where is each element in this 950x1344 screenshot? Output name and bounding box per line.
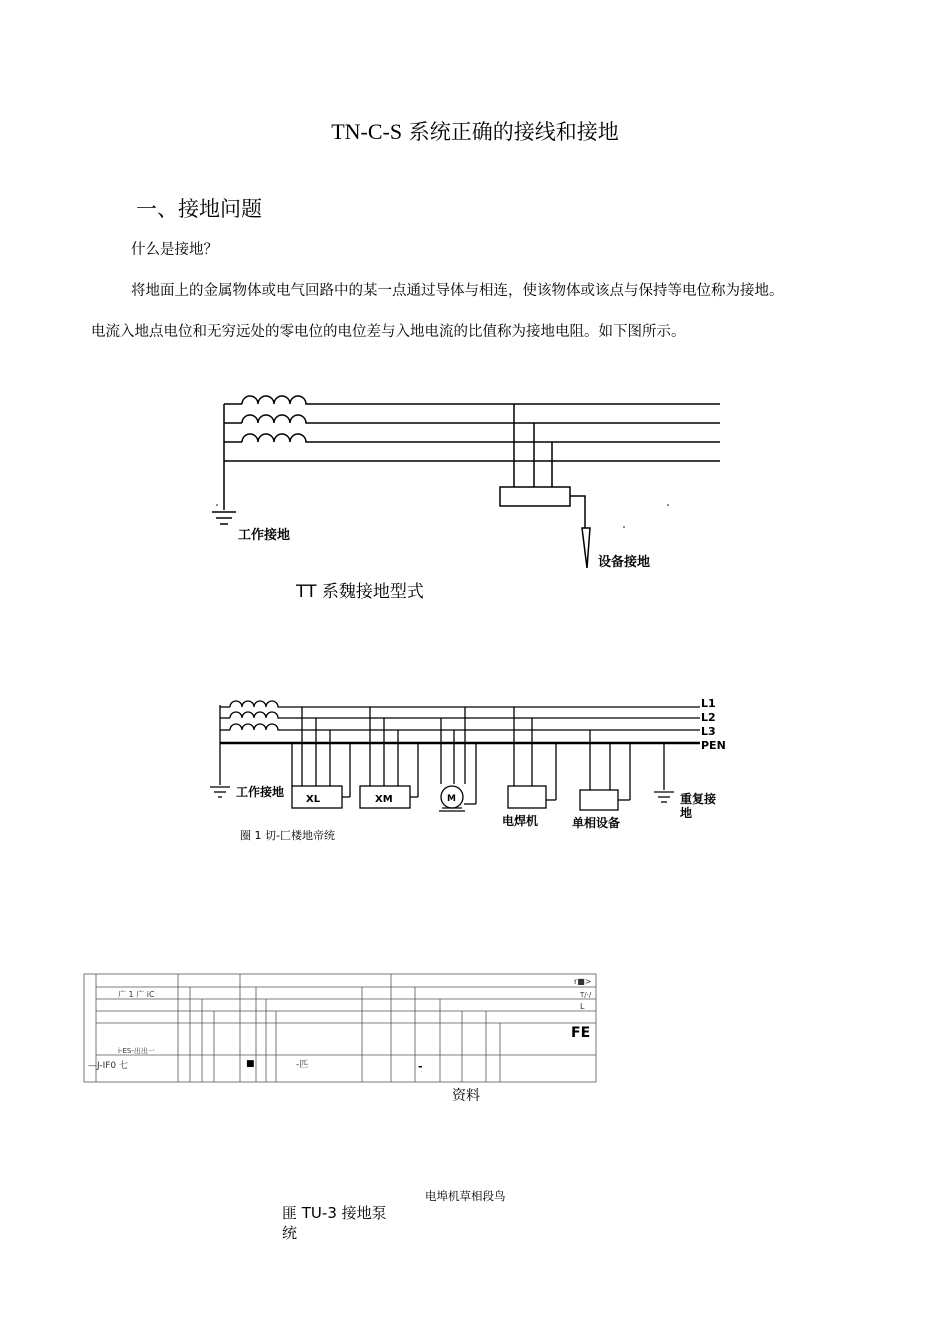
fig3-mark-2: -匹: [296, 1060, 309, 1070]
fig2-welder-label: 电焊机: [502, 814, 539, 828]
fig3-top-right: r■>: [574, 977, 592, 986]
section-heading: 一、接地问题: [136, 197, 262, 221]
title-latin: TN-C-S: [331, 119, 403, 144]
fig3-row3-right: L: [580, 1002, 585, 1011]
fig3-fe: FE: [571, 1025, 591, 1041]
label-l1: L1: [701, 697, 716, 710]
fig3-row2-left: 广 1 广 iC: [118, 990, 155, 999]
fig2-repeat-ground-label-1: 重复接: [680, 792, 717, 806]
motor-icon: M: [447, 794, 456, 804]
fig3-bottom-left: —J-IF0 七: [88, 1061, 128, 1071]
fig3-caption-system-2: 统: [282, 1224, 298, 1242]
fig1-equipment-ground-label: 设备接地: [598, 555, 651, 570]
fig2-caption: 圈 1 切-匚楼地帝统: [240, 829, 335, 842]
question-text: 什么是接地？: [131, 242, 218, 258]
fig1-caption: TT 系魏接地型式: [296, 582, 424, 602]
paragraph-line-1: 将地面上的金属物体或电气回路中的某一点通过导体与相连，使该物体或该点与保持等电位称为接地。: [131, 283, 784, 299]
paragraph-line-2: 电流入地点电位和无穷远处的零电位的电位差与入地电流的比值称为接地电阻。如下图所示。: [91, 324, 686, 340]
fig3-caption-below: 资料: [452, 1088, 480, 1104]
box-xl-label: XL: [306, 794, 321, 805]
fig3-caption-welder: 电埠机草相段鸟: [425, 1189, 506, 1203]
fig2-single-phase-label: 单相设备: [572, 816, 621, 830]
label-l2: L2: [701, 711, 716, 724]
box-xm-label: XM: [375, 794, 393, 805]
fig1-work-ground-label: 工作接地: [238, 528, 291, 543]
label-pen: PEN: [701, 739, 726, 752]
fig3-mark-1: ■: [246, 1059, 255, 1069]
fig2-work-ground-label: 工作接地: [236, 785, 285, 799]
fig3-caption-system-1: 匪 TU-3 接地泵: [282, 1204, 387, 1222]
fig3-mid-left: i-ES-出出一: [118, 1047, 155, 1055]
fig2-repeat-ground-label-2: 地: [680, 806, 693, 820]
fig3-row2-right: T/·/: [580, 991, 592, 999]
fig3-mark-3: -: [418, 1060, 423, 1073]
label-l3: L3: [701, 725, 716, 738]
title-cjk: 系统正确的接线和接地: [402, 120, 619, 144]
